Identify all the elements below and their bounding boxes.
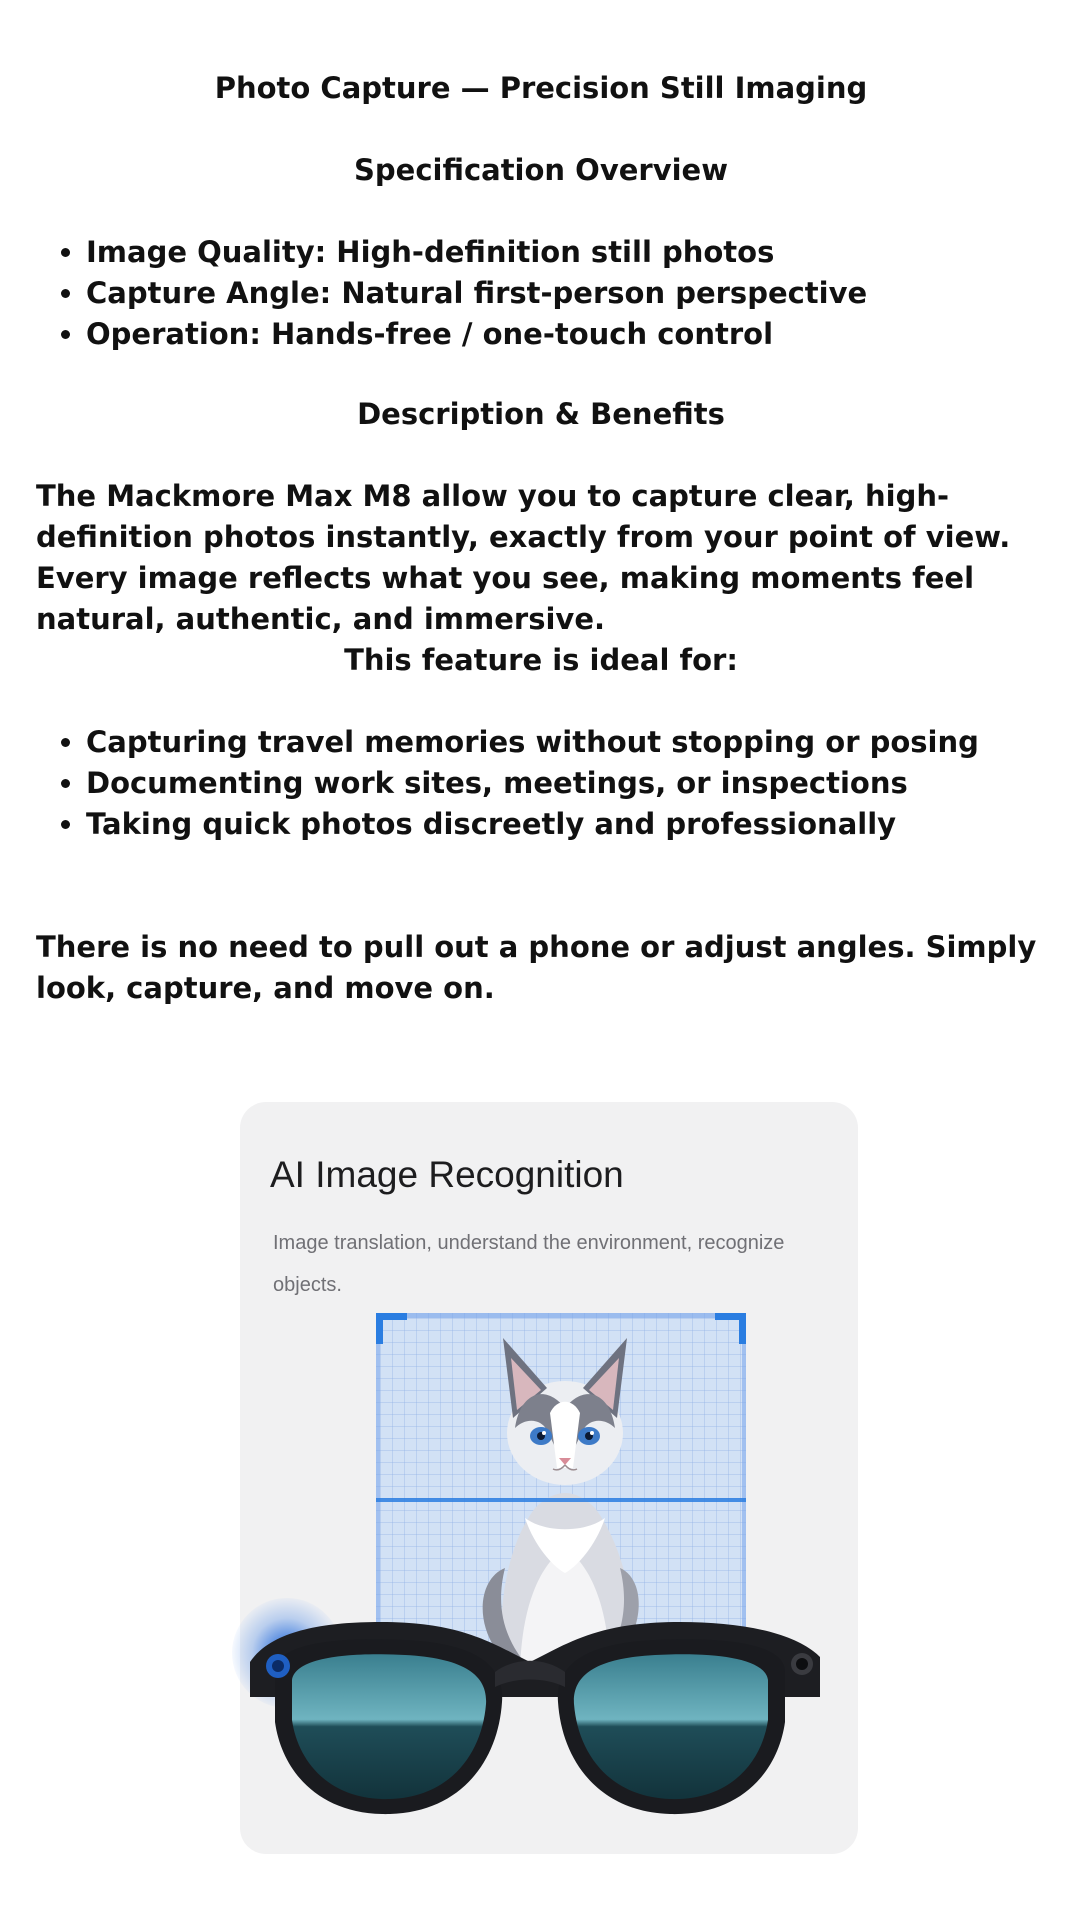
product-image-card <box>240 1102 858 1854</box>
smart-glasses-image <box>230 1602 830 1832</box>
closing-paragraph: There is no need to pull out a phone or adjust angles. Simply look, capture, and move on. <box>36 930 1037 1005</box>
ideal-heading: This feature is ideal for: <box>344 643 738 677</box>
card-title: AI Image Recognition <box>270 1154 624 1195</box>
list-item: • Documenting work sites, meetings, or inspections <box>86 763 1046 804</box>
list-item: • Taking quick photos discreetly and professionally <box>86 804 1046 845</box>
spec-heading: Specification Overview <box>354 153 728 187</box>
frame-corner <box>715 1313 746 1344</box>
page-title: Photo Capture — Precision Still Imaging <box>214 71 868 105</box>
scan-line <box>376 1498 746 1502</box>
ideal-list <box>36 722 1046 845</box>
list-item: • Operation: Hands-free / one-touch control <box>86 314 1046 355</box>
frame-corner <box>376 1313 407 1344</box>
list-item: • Image Quality: High-definition still photos <box>86 232 1046 273</box>
list-item: • Capture Angle: Natural first-person perspective <box>86 273 1046 314</box>
spec-list <box>36 232 1046 355</box>
description-heading: Description & Benefits <box>357 397 725 431</box>
list-item: • Capturing travel memories without stopping or posing <box>86 722 1046 763</box>
description-paragraph: The Mackmore Max M8 allow you to capture clear, high-definition photos instantly, exactly from your point of view. Every image reflects what you see, making moments feel natural, authentic, and immersive. <box>36 479 1011 636</box>
card-subtitle: Image translation, understand the environment, recognize objects. <box>273 1232 785 1296</box>
